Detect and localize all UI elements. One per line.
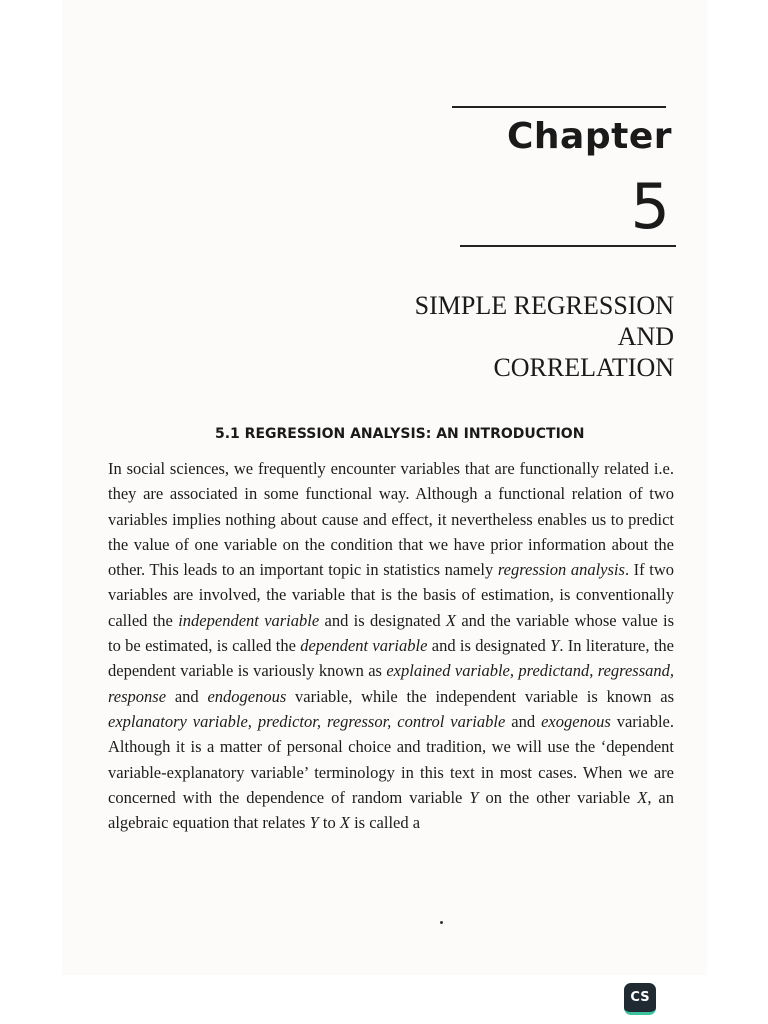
body-text-run: and bbox=[166, 686, 208, 706]
symbol-y: Y bbox=[309, 813, 319, 833]
body-text-run: In social sciences, we frequently encounter variables that are functionally related i.e. they are associated in some functional way. Although a functional relation of two variables implies nothing about cause and effect, it nevertheless enables us to predict the value of one variable on the condition that we have prior information about the other. This leads to an important topic in statistics namely bbox=[108, 459, 674, 580]
body-text-run: to bbox=[318, 813, 340, 833]
chapter-label: Chapter bbox=[507, 116, 672, 157]
chapter-title bbox=[314, 290, 674, 383]
term-endogenous: endogenous bbox=[207, 686, 287, 706]
chapter-top-rule bbox=[452, 106, 666, 108]
body-text-run: and is designated bbox=[319, 610, 446, 630]
term-dependent-synonyms: explained variable, predictand, regressand, response bbox=[108, 661, 675, 706]
symbol-x: X bbox=[637, 787, 648, 807]
term-dependent-variable: dependent variable bbox=[300, 636, 428, 656]
body-text-run: and the variable whose value is to be estimated, is called the bbox=[108, 610, 675, 656]
body-text-run: variable. Although it is a matter of personal choice and tradition, we will use the ‘dependent variable-explanatory variable’ terminology in this text in most cases. When we are concerned with the dependence of random variable bbox=[108, 711, 674, 807]
body-text-run: , an algebraic equation that relates bbox=[108, 787, 675, 833]
symbol-x: X bbox=[445, 610, 456, 630]
chapter-number: 5 bbox=[630, 170, 670, 243]
symbol-x: X bbox=[339, 813, 350, 833]
chapter-title-line: CORRELATION bbox=[493, 353, 674, 382]
body-text-run: variable, while the independent variable is known as bbox=[286, 686, 675, 706]
section-heading: 5.1 REGRESSION ANALYSIS: AN INTRODUCTION bbox=[215, 426, 585, 442]
chapter-bottom-rule bbox=[460, 245, 676, 247]
chapter-title-line: AND bbox=[617, 322, 674, 351]
body-text-run: . If two variables are involved, the variable that is the basis of estimation, is conventionally called the bbox=[108, 560, 674, 630]
body-text-run: and bbox=[505, 711, 542, 731]
chapter-title-line: SIMPLE REGRESSION bbox=[414, 291, 674, 320]
body-paragraph bbox=[108, 456, 674, 835]
term-regression-analysis: regression analysis bbox=[497, 560, 625, 580]
symbol-y: Y bbox=[469, 787, 479, 807]
symbol-y: Y bbox=[550, 636, 560, 656]
body-text-run: on the other variable bbox=[478, 787, 638, 807]
term-independent-variable: independent variable bbox=[178, 610, 320, 630]
body-text-run: . In literature, the dependent variable is variously known as bbox=[108, 636, 674, 681]
term-exogenous: exogenous bbox=[541, 711, 611, 731]
body-text-run: and is designated bbox=[427, 636, 551, 656]
camscanner-logo-icon bbox=[624, 983, 656, 1015]
body-text-run: is called a bbox=[349, 813, 421, 833]
page-speck bbox=[440, 921, 443, 924]
camscanner-logo-label: CS bbox=[630, 990, 650, 1005]
term-independent-synonyms: explanatory variable, predictor, regressor, control variable bbox=[108, 711, 506, 731]
